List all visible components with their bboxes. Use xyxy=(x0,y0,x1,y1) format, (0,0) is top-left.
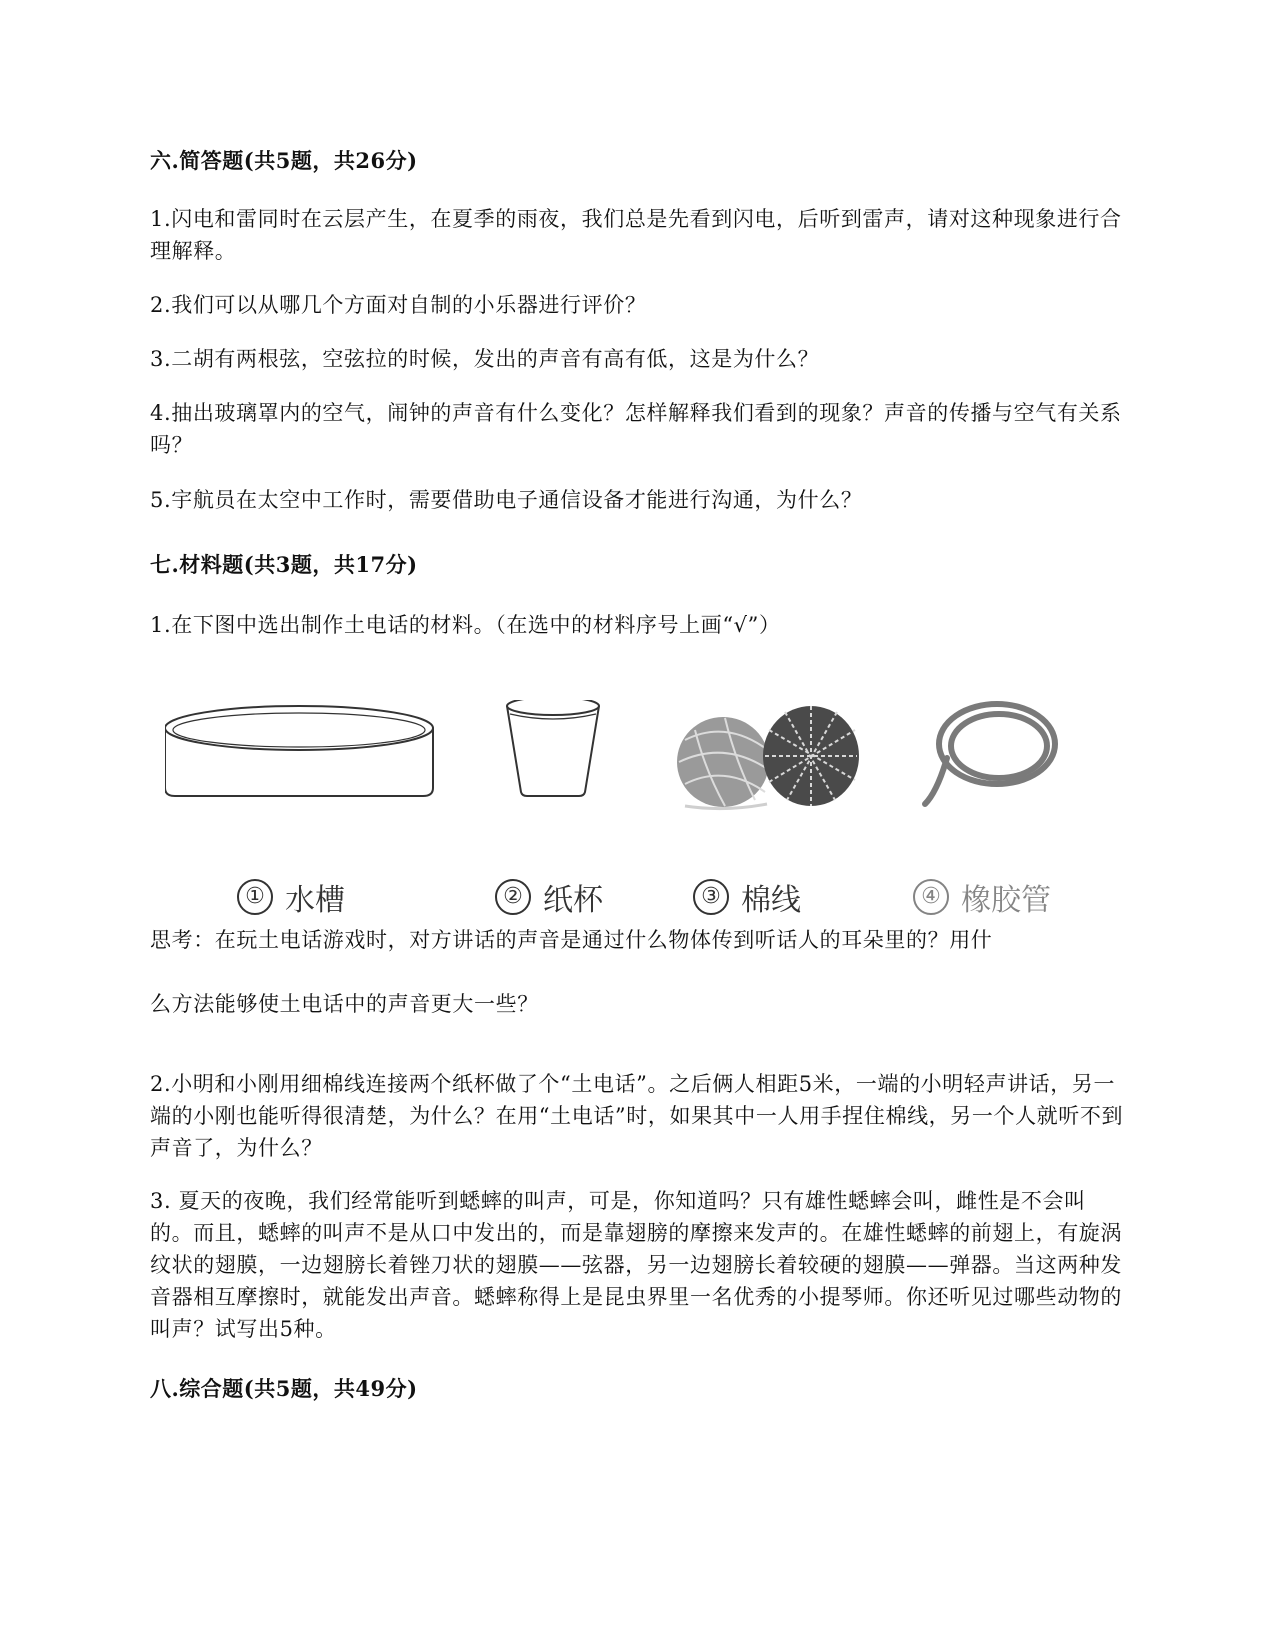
caption-label-1: 水槽 xyxy=(285,883,345,918)
question-6-5: 5.宇航员在太空中工作时，需要借助电子通信设备才能进行沟通，为什么？ xyxy=(150,488,863,512)
materials-illustration xyxy=(165,700,1125,870)
section-heading-6: 六.简答题(共5题，共26分) xyxy=(150,148,418,173)
figure-caption-2 xyxy=(495,875,603,919)
caption-number-1: ① xyxy=(237,879,273,915)
caption-label-2: 纸杯 xyxy=(543,883,603,918)
figure-caption-3 xyxy=(693,875,801,919)
question-7-3: 3. 夏天的夜晚，我们经常能听到蟋蟀的叫声，可是，你知道吗？只有雄性蟋蟀会叫，雌性是不会叫的。而且，蟋蟀的叫声不是从口中发出的，而是靠翅膀的摩擦来发声的。在雄性蟋蟀的前翅上，有旋涡纹状的翅膜，一边翅膀长着锉刀状的翅膜——弦器，另一边翅膀长着较硬的翅膜——弹器。当这两种发音器相互摩擦时，就能发出声音。蟋蟀称得上是昆虫界里一名优秀的小提琴师。你还听见过哪些动物的叫声？试写出5种。 xyxy=(150,1189,1122,1341)
figure-caption-4 xyxy=(913,875,1051,919)
water-tank-icon xyxy=(165,706,433,796)
question-6-4: 4.抽出玻璃罩内的空气，闹钟的声音有什么变化？怎样解释我们看到的现象？声音的传播与空气有关系吗？ xyxy=(150,401,1122,457)
thinking-line-2: 么方法能够使土电话中的声音更大一些？ xyxy=(150,992,539,1016)
question-6-2: 2.我们可以从哪几个方面对自制的小乐器进行评价？ xyxy=(150,293,647,317)
section-heading-7: 七.材料题(共3题，共17分) xyxy=(150,552,418,577)
section-heading-8: 八.综合题(共5题，共49分) xyxy=(150,1376,418,1401)
caption-label-4: 橡胶管 xyxy=(961,883,1051,918)
materials-figure xyxy=(165,700,1125,925)
figure-caption-1 xyxy=(237,875,345,919)
cotton-thread-icon xyxy=(677,706,859,809)
caption-number-3: ③ xyxy=(693,879,729,915)
rubber-tube-icon xyxy=(925,704,1055,804)
caption-number-2: ② xyxy=(495,879,531,915)
thinking-line-1: 思考：在玩土电话游戏时，对方讲话的声音是通过什么物体传到听话人的耳朵里的？用什 xyxy=(150,928,993,952)
question-7-1: 1.在下图中选出制作土电话的材料。（在选中的材料序号上画“√”） xyxy=(150,613,781,637)
question-7-2: 2.小明和小刚用细棉线连接两个纸杯做了个“土电话”。之后俩人相距5米，一端的小明轻声讲话，另一端的小刚也能听得很清楚，为什么？在用“土电话”时，如果其中一人用手捏住棉线，另一个人就听不到声音了，为什么？ xyxy=(150,1072,1124,1160)
caption-number-4: ④ xyxy=(913,879,949,915)
question-6-3: 3.二胡有两根弦，空弦拉的时候，发出的声音有高有低，这是为什么？ xyxy=(150,347,820,371)
question-6-1: 1.闪电和雷同时在云层产生，在夏季的雨夜，我们总是先看到闪电，后听到雷声，请对这种现象进行合理解释。 xyxy=(150,207,1122,263)
caption-label-3: 棉线 xyxy=(741,883,801,918)
paper-cup-icon xyxy=(507,700,599,796)
